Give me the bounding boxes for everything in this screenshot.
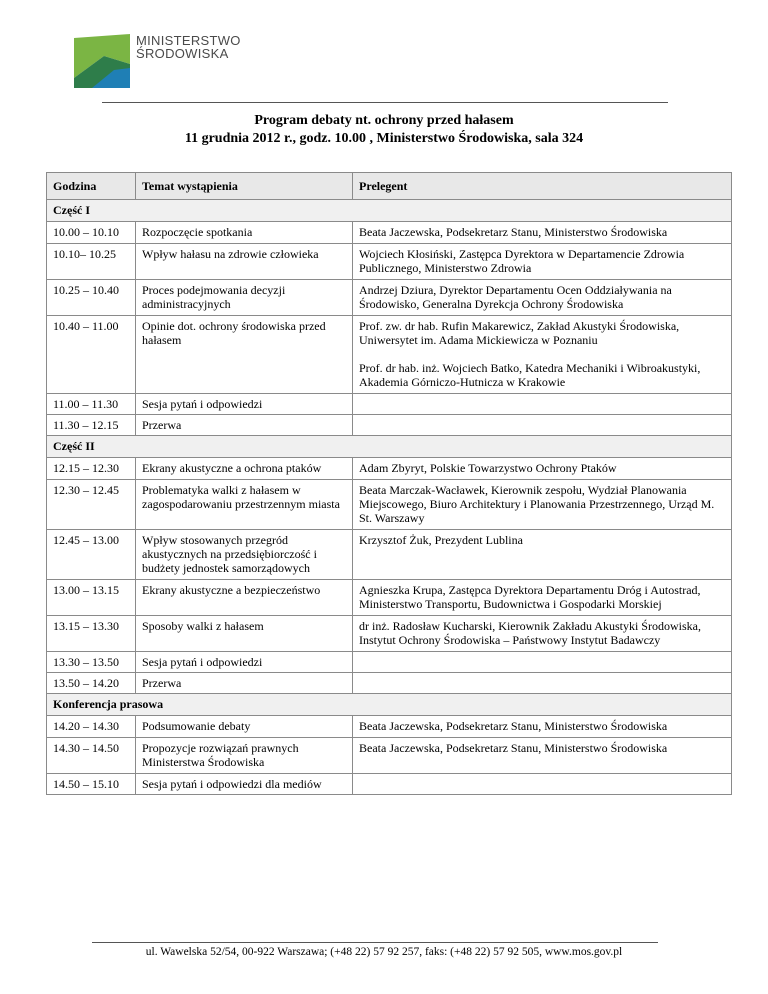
logo-wordmark [136, 34, 241, 60]
table-row [47, 652, 732, 673]
ministry-logo [74, 34, 274, 88]
speaker-cell [353, 530, 732, 580]
time-cell: 11.30 – 12.15 [47, 415, 136, 436]
time-cell: 13.15 – 13.30 [47, 616, 136, 652]
topic-cell: Proces podejmowania decyzji administracyjnych [136, 280, 353, 316]
topic-cell: Sposoby walki z hałasem [136, 616, 353, 652]
time-cell: 13.30 – 13.50 [47, 652, 136, 673]
topic-cell: Opinie dot. ochrony środowiska przed hałasem [136, 316, 353, 394]
speaker-cell [353, 616, 732, 652]
logo-line-1: MINISTERSTWO [136, 33, 241, 48]
table-row [47, 394, 732, 415]
speaker-cell [353, 652, 732, 673]
section-row [47, 436, 732, 458]
speaker-entry: Beata Jaczewska, Podsekretarz Stanu, Ministerstwo Środowiska [359, 225, 668, 239]
time-cell: 14.20 – 14.30 [47, 716, 136, 738]
time-cell: 13.00 – 13.15 [47, 580, 136, 616]
section-label: Część II [47, 436, 732, 458]
table-row [47, 716, 732, 738]
footer-contact: ul. Wawelska 52/54, 00-922 Warszawa; (+48 22) 57 92 257, faks: (+48 22) 57 92 505, www.mos.gov.pl [145, 946, 623, 958]
table-row [47, 244, 732, 280]
speaker-entry: dr inż. Radosław Kucharski, Kierownik Zakładu Akustyki Środowiska, Instytut Ochrony Środowiska – Państwowy Instytut Badawczy [359, 619, 701, 647]
speaker-entry: Krzysztof Żuk, Prezydent Lublina [359, 533, 523, 547]
time-cell: 10.00 – 10.10 [47, 222, 136, 244]
speaker-cell [353, 316, 732, 394]
time-cell: 13.50 – 14.20 [47, 673, 136, 694]
header-divider [102, 102, 668, 103]
footer-divider [92, 942, 658, 943]
speaker-entry: Adam Zbyryt, Polskie Towarzystwo Ochrony Ptaków [359, 461, 617, 475]
table-row [47, 530, 732, 580]
speaker-entry: Prof. zw. dr hab. Rufin Makarewicz, Zakład Akustyki Środowiska, Uniwersytet im. Adama Mickiewicza w Poznaniu [359, 319, 680, 347]
table-header-row [47, 173, 732, 200]
topic-cell: Sesja pytań i odpowiedzi [136, 652, 353, 673]
ministry-logo-mark [74, 34, 130, 88]
header-topic: Temat wystąpienia [136, 173, 353, 200]
speaker-entry: Agnieszka Krupa, Zastępca Dyrektora Departamentu Dróg i Autostrad, Ministerstwo Transportu, Budownictwa i Gospodarki Morskiej [359, 583, 701, 611]
table-row [47, 580, 732, 616]
speaker-entry: Wojciech Kłosiński, Zastępca Dyrektora w Departamencie Zdrowia Publicznego, Ministerstwo Zdrowia [359, 247, 685, 275]
speaker-cell [353, 774, 732, 795]
speaker-cell [353, 458, 732, 480]
table-row [47, 415, 732, 436]
table-row [47, 316, 732, 394]
speaker-cell [353, 716, 732, 738]
speaker-cell [353, 222, 732, 244]
speaker-cell [353, 394, 732, 415]
topic-cell: Wpływ stosowanych przegród akustycznych na przedsiębiorczość i budżety jednostek samorządowych [136, 530, 353, 580]
logo-line-2: ŚRODOWISKA [136, 46, 229, 61]
table-row [47, 738, 732, 774]
table-row [47, 616, 732, 652]
document-title [0, 112, 768, 148]
time-cell: 12.30 – 12.45 [47, 480, 136, 530]
speaker-cell [353, 738, 732, 774]
speaker-entry: Beata Marczak-Wacławek, Kierownik zespołu, Wydział Planowania Miejscowego, Biuro Architektury i Planowania Przestrzennego, Urząd M. St. Warszawy [359, 483, 715, 525]
title-line-1: Program debaty nt. ochrony przed hałasem [254, 113, 514, 128]
topic-cell: Sesja pytań i odpowiedzi [136, 394, 353, 415]
time-cell: 12.45 – 13.00 [47, 530, 136, 580]
table-row [47, 458, 732, 480]
time-cell: 10.10– 10.25 [47, 244, 136, 280]
topic-cell: Propozycje rozwiązań prawnych Ministerstwa Środowiska [136, 738, 353, 774]
topic-cell: Rozpoczęcie spotkania [136, 222, 353, 244]
section-row [47, 200, 732, 222]
header-speaker: Prelegent [353, 173, 732, 200]
topic-cell: Problematyka walki z hałasem w zagospodarowaniu przestrzennym miasta [136, 480, 353, 530]
time-cell: 10.40 – 11.00 [47, 316, 136, 394]
time-cell: 14.50 – 15.10 [47, 774, 136, 795]
topic-cell: Ekrany akustyczne a bezpieczeństwo [136, 580, 353, 616]
table-row [47, 222, 732, 244]
speaker-cell [353, 280, 732, 316]
table-row [47, 673, 732, 694]
speaker-cell [353, 673, 732, 694]
speaker-cell [353, 244, 732, 280]
speaker-cell [353, 580, 732, 616]
time-cell: 11.00 – 11.30 [47, 394, 136, 415]
table-row [47, 280, 732, 316]
speaker-cell [353, 480, 732, 530]
speaker-entry: Beata Jaczewska, Podsekretarz Stanu, Ministerstwo Środowiska [359, 719, 668, 733]
topic-cell: Wpływ hałasu na zdrowie człowieka [136, 244, 353, 280]
section-label: Część I [47, 200, 732, 222]
topic-cell: Ekrany akustyczne a ochrona ptaków [136, 458, 353, 480]
speaker-entry: Beata Jaczewska, Podsekretarz Stanu, Ministerstwo Środowiska [359, 741, 668, 755]
speaker-entry: Andrzej Dziura, Dyrektor Departamentu Ocen Oddziaływania na Środowisko, Generalna Dyrekcja Ochrony Środowiska [359, 283, 672, 311]
title-line-2: 11 grudnia 2012 r., godz. 10.00 , Ministerstwo Środowiska, sala 324 [184, 131, 584, 146]
topic-cell: Podsumowanie debaty [136, 716, 353, 738]
section-row [47, 694, 732, 716]
program-body [47, 200, 732, 795]
section-label: Konferencja prasowa [47, 694, 732, 716]
table-row [47, 480, 732, 530]
program-table [46, 172, 732, 795]
header-time: Godzina [47, 173, 136, 200]
time-cell: 10.25 – 10.40 [47, 280, 136, 316]
topic-cell: Przerwa [136, 415, 353, 436]
speaker-entry: Prof. dr hab. inż. Wojciech Batko, Katedra Mechaniki i Wibroakustyki, Akademia Górniczo-Hutnicza w Krakowie [359, 361, 701, 389]
time-cell: 14.30 – 14.50 [47, 738, 136, 774]
time-cell: 12.15 – 12.30 [47, 458, 136, 480]
table-row [47, 774, 732, 795]
topic-cell: Sesja pytań i odpowiedzi dla mediów [136, 774, 353, 795]
topic-cell: Przerwa [136, 673, 353, 694]
speaker-cell [353, 415, 732, 436]
